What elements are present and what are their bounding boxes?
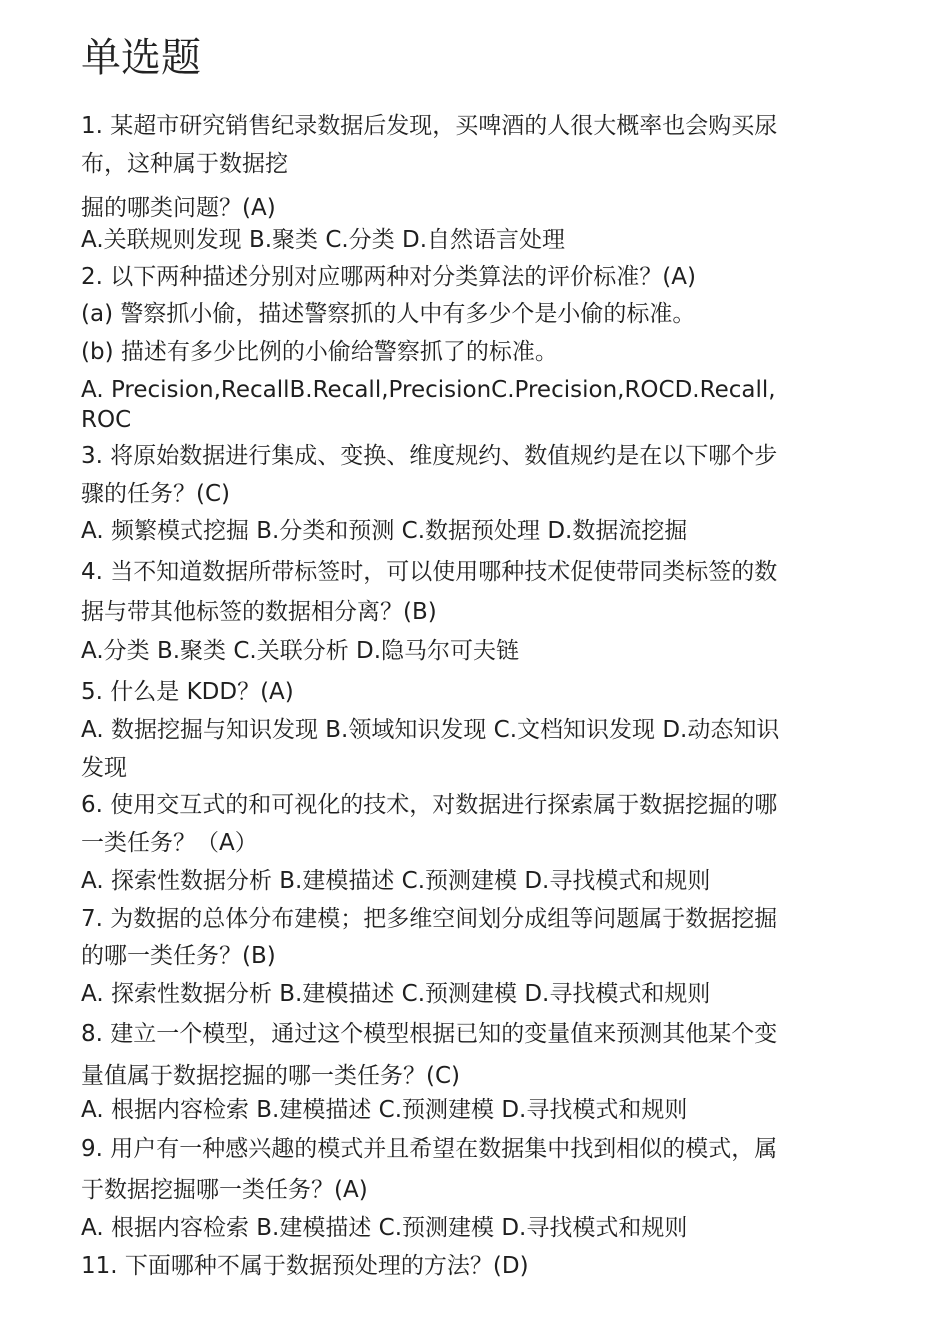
page-title: 单选题: [81, 35, 201, 81]
question-4-text-line-1: 4. 当不知道数据所带标签时，可以使用哪种技术促使带同类标签的数: [81, 559, 778, 585]
question-5-options-line-1: A. 数据挖掘与知识发现 B.领域知识发现 C.文档知识发现 D.动态知识: [81, 717, 780, 743]
question-1-options: A.关联规则发现 B.聚类 C.分类 D.自然语言处理: [81, 227, 566, 253]
question-2-item-b: (b) 描述有多少比例的小偷给警察抓了的标准。: [81, 339, 558, 365]
question-4-text-line-2: 据与带其他标签的数据相分离？(B): [81, 599, 437, 625]
question-2-item-a: (a) 警察抓小偷，描述警察抓的人中有多少个是小偷的标准。: [81, 301, 696, 327]
question-2-options-line-2: ROC: [81, 407, 132, 433]
question-6-text-line-1: 6. 使用交互式的和可视化的技术，对数据进行探索属于数据挖掘的哪: [81, 792, 778, 818]
question-5-options-line-2: 发现: [81, 755, 127, 781]
question-7-options: A. 探索性数据分析 B.建模描述 C.预测建模 D.寻找模式和规则: [81, 981, 711, 1007]
question-5-text: 5. 什么是 KDD？(A): [81, 679, 294, 705]
question-1-text-line-3: 掘的哪类问题？(A): [81, 195, 276, 221]
question-1-text-line-2: 布，这种属于数据挖: [81, 151, 288, 177]
question-4-options: A.分类 B.聚类 C.关联分析 D.隐马尔可夫链: [81, 638, 520, 664]
question-3-text-line-2: 骤的任务？(C): [81, 481, 231, 507]
question-9-text-line-2: 于数据挖掘哪一类任务？(A): [81, 1177, 368, 1203]
question-9-options: A. 根据内容检索 B.建模描述 C.预测建模 D.寻找模式和规则: [81, 1215, 688, 1241]
question-8-text-line-1: 8. 建立一个模型，通过这个模型根据已知的变量值来预测其他某个变: [81, 1021, 778, 1047]
question-1-text-line-1: 1. 某超市研究销售纪录数据后发现，买啤酒的人很大概率也会购买尿: [81, 113, 778, 139]
question-3-text-line-1: 3. 将原始数据进行集成、变换、维度规约、数值规约是在以下哪个步: [81, 443, 778, 469]
question-7-text-line-2: 的哪一类任务？(B): [81, 943, 276, 969]
question-8-options: A. 根据内容检索 B.建模描述 C.预测建模 D.寻找模式和规则: [81, 1097, 688, 1123]
question-3-options: A. 频繁模式挖掘 B.分类和预测 C.数据预处理 D.数据流挖掘: [81, 518, 688, 544]
question-11-text: 11. 下面哪种不属于数据预处理的方法？(D): [81, 1253, 529, 1279]
question-6-options: A. 探索性数据分析 B.建模描述 C.预测建模 D.寻找模式和规则: [81, 868, 711, 894]
question-2-options-line-1: A. Precision,RecallB.Recall,PrecisionC.Precision,ROCD.Recall,: [81, 377, 776, 403]
question-9-text-line-1: 9. 用户有一种感兴趣的模式并且希望在数据集中找到相似的模式，属: [81, 1136, 778, 1162]
question-7-text-line-1: 7. 为数据的总体分布建模；把多维空间划分成组等问题属于数据挖掘: [81, 906, 778, 932]
question-6-text-line-2: 一类任务？（A）: [81, 830, 258, 856]
question-2-text: 2. 以下两种描述分别对应哪两种对分类算法的评价标准？(A): [81, 264, 696, 290]
question-8-text-line-2: 量值属于数据挖掘的哪一类任务？(C): [81, 1063, 461, 1089]
